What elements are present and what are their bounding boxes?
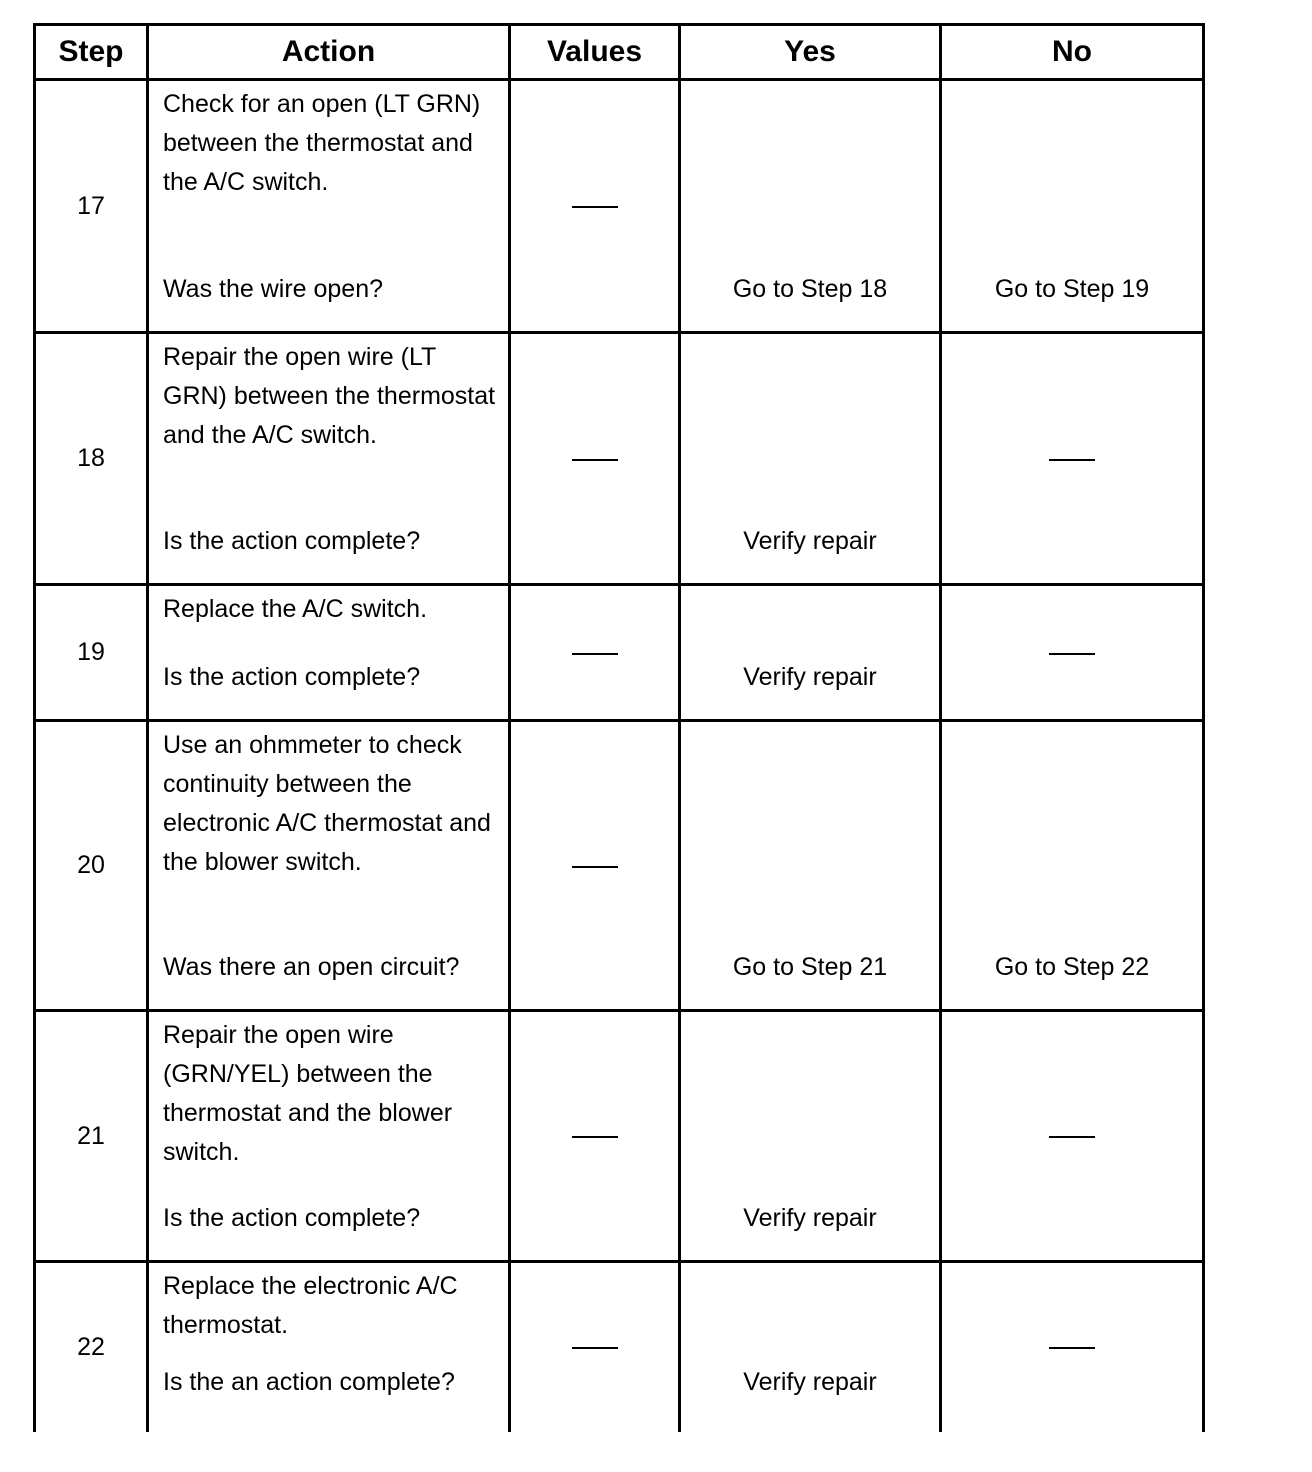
action-question: Was there an open circuit? (163, 953, 460, 981)
action-text: Replace the A/C switch. (163, 595, 428, 623)
values-dash (572, 459, 618, 461)
values-dash (572, 866, 618, 868)
no-outcome: Go to Step 19 (994, 275, 1150, 303)
no-cell (941, 721, 1204, 1011)
yes-outcome: Verify repair (743, 527, 877, 555)
values-dash (572, 653, 618, 655)
action-cell (148, 333, 510, 585)
header-values: Values (510, 25, 680, 80)
action-cell (148, 80, 510, 333)
yes-outcome: Verify repair (743, 663, 877, 691)
table-row (35, 80, 1204, 333)
values-cell (510, 1011, 680, 1262)
step-number: 19 (35, 585, 148, 721)
no-cell (941, 585, 1204, 721)
yes-cell (680, 1011, 941, 1262)
action-cell (148, 1262, 510, 1432)
values-dash (572, 206, 618, 208)
action-cell (148, 1011, 510, 1262)
no-dash (1049, 653, 1095, 655)
action-question: Is the an action complete? (163, 1367, 455, 1396)
yes-cell (680, 721, 941, 1011)
header-action: Action (148, 25, 510, 80)
step-number: 17 (35, 80, 148, 333)
header-step: Step (35, 25, 148, 80)
yes-cell (680, 585, 941, 721)
table-row (35, 333, 1204, 585)
no-cell (941, 1262, 1204, 1432)
step-number: 20 (35, 721, 148, 1011)
table-row (35, 1011, 1204, 1262)
step-number: 22 (35, 1262, 148, 1432)
action-question: Was the wire open? (163, 275, 384, 303)
values-cell (510, 721, 680, 1011)
table-row (35, 1262, 1204, 1432)
values-dash (572, 1347, 618, 1349)
action-question: Is the action complete? (163, 1204, 421, 1232)
yes-outcome: Go to Step 21 (732, 953, 888, 981)
no-dash (1049, 1347, 1095, 1349)
header-row (35, 25, 1204, 80)
values-cell (510, 585, 680, 721)
diagnostic-table-grid (33, 23, 1205, 1432)
yes-outcome: Go to Step 18 (732, 275, 888, 303)
no-dash (1049, 459, 1095, 461)
step-number: 21 (35, 1011, 148, 1262)
yes-cell (680, 333, 941, 585)
table-row (35, 721, 1204, 1011)
diagnostic-table (33, 23, 1202, 1435)
no-dash (1049, 1136, 1095, 1138)
yes-outcome: Verify repair (743, 1204, 877, 1232)
action-cell (148, 585, 510, 721)
action-text: Check for an open (LT GRN) between the thermostat and the A/C switch. (163, 90, 481, 196)
action-question: Is the action complete? (163, 527, 421, 555)
header-yes: Yes (680, 25, 941, 80)
table-row (35, 585, 1204, 721)
yes-cell (680, 80, 941, 333)
no-cell (941, 80, 1204, 333)
values-cell (510, 1262, 680, 1432)
values-cell (510, 333, 680, 585)
action-text: Repair the open wire (LT GRN) between the thermostat and the A/C switch. (163, 343, 496, 449)
action-text: Replace the electronic A/C thermostat. (163, 1272, 458, 1339)
values-dash (572, 1136, 618, 1138)
action-cell (148, 721, 510, 1011)
no-outcome: Go to Step 22 (994, 953, 1150, 981)
values-cell (510, 80, 680, 333)
step-number: 18 (35, 333, 148, 585)
header-no: No (941, 25, 1204, 80)
yes-cell (680, 1262, 941, 1432)
action-question: Is the action complete? (163, 663, 421, 691)
action-text: Use an ohmmeter to check continuity between the electronic A/C thermostat and the blower switch. (163, 731, 491, 876)
no-cell (941, 1011, 1204, 1262)
no-cell (941, 333, 1204, 585)
action-text: Repair the open wire (GRN/YEL) between the thermostat and the blower switch. (163, 1021, 453, 1166)
yes-outcome: Verify repair (743, 1367, 877, 1396)
